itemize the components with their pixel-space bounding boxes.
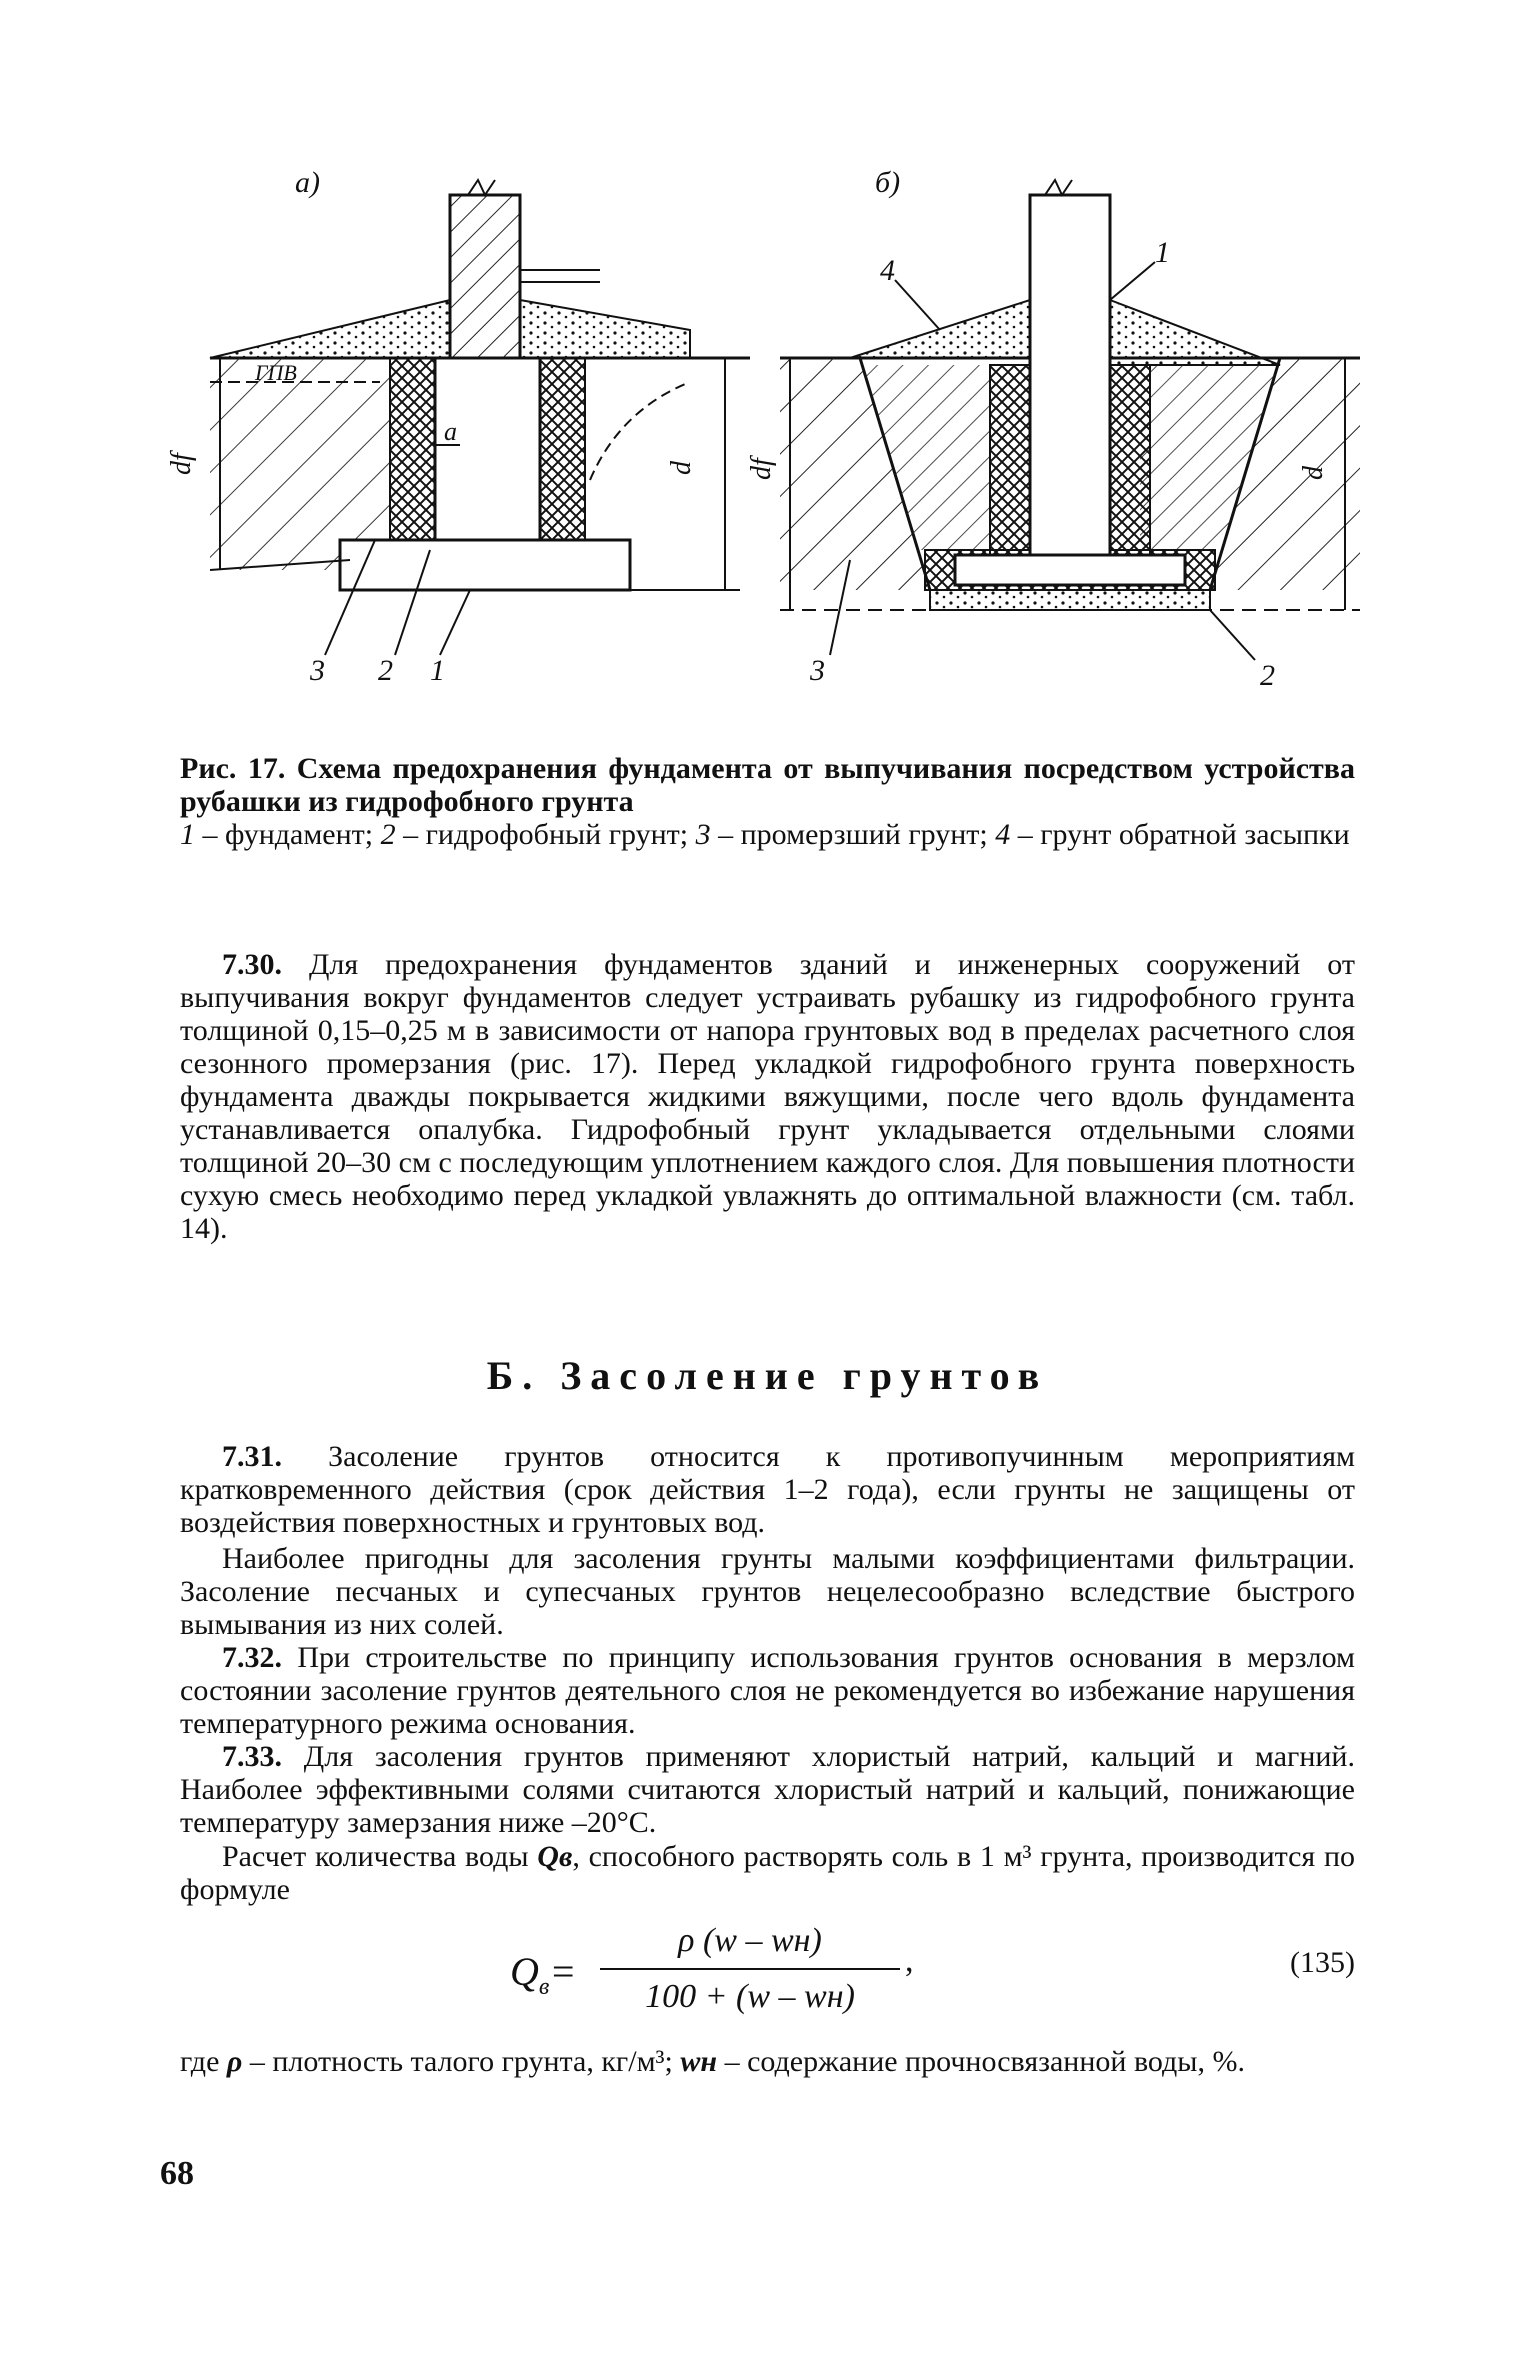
frozen-soil-a — [210, 358, 390, 570]
equation-number: (135) — [1290, 1946, 1355, 1979]
para-text: Для предохранения фундаментов зданий и инженерных сооружений от выпучивания вокруг фундаментов следует устраивать рубашку из гидрофобного грунта толщиной 0,15–0,25 м в зависимости от напора грунтовых вод в пределах расчетного слоя сезонного промерзания (рис. 17). Перед укладкой гидрофобного грунта поверхность фундамента дважды покрывается жидкими вяжущими, после чего вдоль фундамента устанавливается опалубка. Гидрофобный грунт укладывается отдельными слоями толщиной 20–30 см с последующим уплотнением каждого слоя. Для повышения плотности сухую смесь необходимо перед укладкой увлажнять до оптимальной влажности (см. табл. 14). — [180, 948, 1355, 1245]
caption-legend — [180, 818, 1355, 851]
formula-135 — [180, 1918, 1355, 2028]
foundation-footing-a — [340, 540, 630, 590]
legend-2-num: 2 — [380, 818, 396, 851]
dim-d-b: d — [1298, 466, 1329, 480]
rho-symbol: ρ — [226, 2045, 243, 2078]
dim-df-a: df — [166, 453, 197, 475]
dim-df-b: df — [746, 458, 777, 480]
figure-17 — [150, 150, 1370, 710]
foundation-stem-a — [435, 358, 540, 540]
paragraph-where — [180, 2045, 1355, 2078]
paragraph-7-31-cont: Наиболее пригодны для засоления грунты малыми коэффициентами фильтрации. Засоление песчаных и супесчаных грунтов нецелесообразно вследствие быстрого вымывания из них солей. — [180, 1542, 1355, 1641]
calc-before: Расчет количества воды — [222, 1840, 538, 1873]
backfill-a — [210, 300, 450, 358]
callout-a-1: 1 — [430, 654, 445, 687]
legend-3-text: – промерзший грунт; — [710, 818, 996, 851]
thickness-a: a — [444, 417, 457, 446]
hydrophobic-soil-a-left — [390, 358, 435, 540]
foundation-stem-b — [1030, 195, 1110, 565]
caption-title: Рис. 17. Схема предохранения фундамента от выпучивания посредством устройства рубашки из гидрофобного грунта — [180, 752, 1355, 818]
para-text: Засоление грунтов относится к противопучинным мероприятиям кратковременного действия (срок действия 1–2 года), если грунты не защищены от воздействия поверхностных и грунтовых вод. — [180, 1440, 1355, 1539]
formula-numerator: ρ (w – wн) — [678, 1922, 822, 1959]
page-number: 68 — [160, 2155, 194, 2192]
legend-4-num: 4 — [995, 818, 1011, 851]
legend-1-text: – фундамент; — [195, 818, 381, 851]
paragraph-7-30 — [180, 948, 1355, 1245]
paragraph-7-31 — [180, 1440, 1355, 1539]
paragraph-7-32 — [180, 1641, 1355, 1740]
para-number: 7.33. — [222, 1740, 282, 1773]
hydrophobic-soil-b-left — [990, 365, 1030, 565]
fig-label-a: a) — [295, 166, 320, 199]
formula-lhs — [510, 1948, 576, 2001]
fig-label-b: б) — [875, 166, 901, 199]
paragraph-7-33 — [180, 1740, 1355, 1839]
paragraph-calc — [180, 1840, 1355, 1906]
where-lead: где — [180, 2045, 227, 2078]
hydrophobic-soil-b-right — [1110, 365, 1150, 565]
formula-equals: = — [549, 1949, 577, 1994]
legend-1-num: 1 — [180, 818, 195, 851]
callout-b-2: 2 — [1260, 659, 1275, 692]
callout-a-2: 2 — [378, 654, 393, 687]
qv-symbol: Qв — [537, 1840, 573, 1873]
callout-a-3: 3 — [310, 654, 325, 687]
legend-4-text: – грунт обратной засыпки — [1010, 818, 1350, 851]
para-text: При строительстве по принципу использования грунтов основания в мерзлом состоянии засоление грунтов деятельного слоя не рекомендуется во избежание нарушения температурного режима основания. — [180, 1641, 1355, 1740]
backfill-a-right — [520, 300, 690, 358]
backfill-b-right — [1110, 300, 1280, 365]
formula-denominator: 100 + (w – wн) — [645, 1978, 855, 2015]
foundation-footing-b — [955, 555, 1185, 585]
formula-comma: , — [905, 1942, 914, 1979]
legend-3-num: 3 — [695, 818, 711, 851]
figure-caption — [180, 752, 1355, 851]
section-heading: Б. Засоление грунтов — [486, 1353, 1049, 1398]
where-tail: – содержание прочносвязанной воды, %. — [717, 2045, 1245, 2078]
fraction-bar — [600, 1968, 900, 1970]
formula-lhs-symbol: Q — [510, 1949, 539, 1994]
calc-after: , способного растворять соль в 1 м³ грунта, производится по формуле — [180, 1840, 1356, 1906]
para-text: Для засоления грунтов применяют хлористый натрий, кальций и магний. Наиболее эффективными солями считаются хлористый натрий и кальций, понижающие температуру замерзания ниже –20°С. — [180, 1740, 1355, 1839]
para-number: 7.32. — [222, 1641, 282, 1674]
wn-symbol: wн — [680, 2045, 718, 2078]
callout-b-4: 4 — [880, 254, 895, 287]
wall-a — [450, 195, 520, 358]
hydrophobic-soil-a-right — [540, 358, 585, 540]
para-number: 7.31. — [222, 1440, 282, 1473]
callout-b-3: 3 — [810, 654, 825, 687]
where-mid: – плотность талого грунта, кг/м³; — [242, 2045, 681, 2078]
callout-b-1: 1 — [1155, 236, 1170, 269]
formula-fraction — [600, 1918, 900, 2020]
formula-lhs-sub: в — [538, 1974, 550, 2000]
dim-d-a: d — [666, 461, 697, 475]
legend-2-text: – гидрофобный грунт; — [395, 818, 696, 851]
para-number: 7.30. — [222, 948, 282, 981]
foundation-diagram — [150, 150, 1370, 710]
gwl-label: ГПВ — [255, 360, 297, 385]
